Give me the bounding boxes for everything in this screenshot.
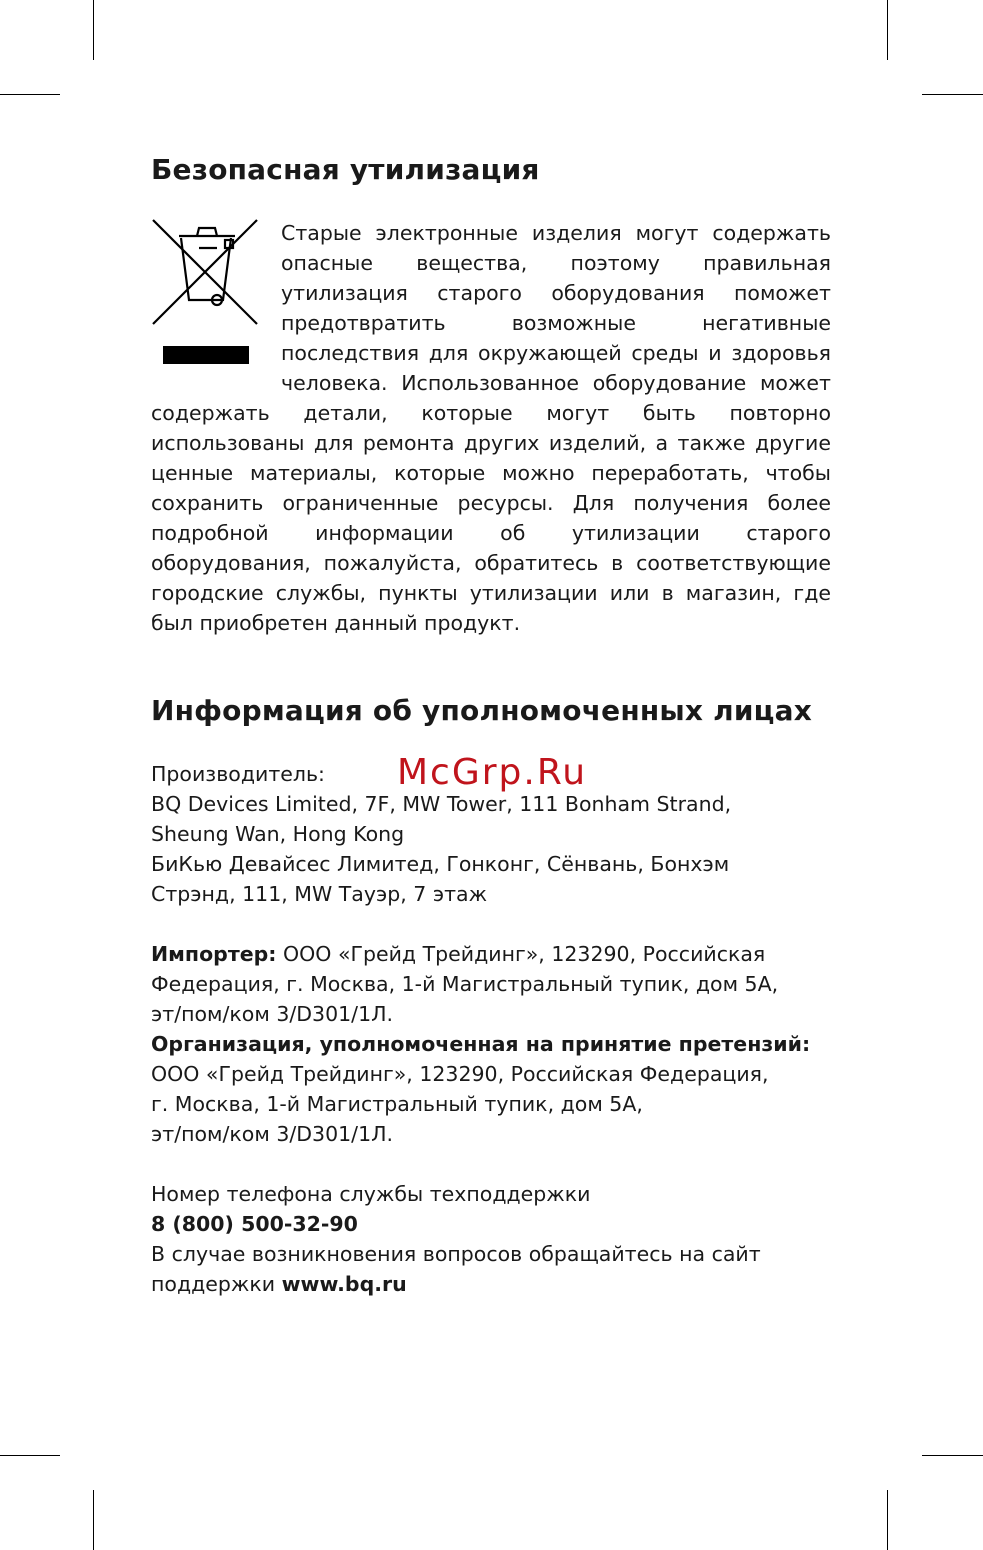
claims-line: эт/пом/ком 3/D301/1Л. [151, 1122, 394, 1146]
importer-block [151, 939, 841, 1149]
disposal-section [151, 218, 831, 638]
importer-first-line [151, 939, 841, 969]
support-site-line-2 [151, 1269, 841, 1299]
importer-label: Импортер: [151, 942, 277, 966]
disposal-title: Безопасная утилизация [151, 153, 540, 186]
crop-mark [922, 94, 983, 95]
authorized-title: Информация об уполномоченных лицах [151, 694, 812, 727]
crossed-out-wheelie-bin-icon [151, 218, 259, 370]
importer-line: эт/пом/ком 3/D301/1Л. [151, 1002, 394, 1026]
claims-line: ООО «Грейд Трейдинг», 123290, Российская Федерация, [151, 1062, 769, 1086]
manufacturer-line: BQ Devices Limited, 7F, MW Tower, 111 Bonham Strand, [151, 792, 732, 816]
black-bar [163, 346, 249, 364]
support-site-line: В случае возникновения вопросов обращайтесь на сайт [151, 1242, 761, 1266]
crop-mark [0, 1455, 60, 1456]
manufacturer-line: БиКью Девайсес Лимитед, Гонконг, Сёнвань, Бонхэм [151, 852, 730, 876]
watermark: McGrp.Ru [397, 752, 588, 793]
disposal-text: Старые электронные изделия могут содержать опасные вещества, поэтому правильная утилизация старого оборудования поможет предотвратить возможные негативные последствия для окружающей среды и здоровья человека. Использованное оборудование может содержать детали, которые могут быть повторно использованы для ремонта других изделий, а также другие ценные материалы, которые можно переработать, чтобы сохранить ограниченные ресурсы. Для получения более подробной информации об утилизации старого оборудования, пожалуйста, обратитесь в соответствующие городские службы, пункты утилизации или в магазин, где был приобретен данный продукт. [151, 221, 831, 635]
crop-mark [922, 1455, 983, 1456]
claims-label: Организация, уполномоченная на принятие претензий: [151, 1032, 811, 1056]
manufacturer-line: Sheung Wan, Hong Kong [151, 822, 405, 846]
support-phone: 8 (800) 500-32-90 [151, 1212, 358, 1236]
crop-mark [93, 0, 94, 60]
support-site-prefix: поддержки [151, 1272, 282, 1296]
manufacturer-label: Производитель: [151, 762, 325, 786]
crop-mark [93, 1490, 94, 1550]
crop-mark [887, 0, 888, 60]
importer-text: ООО «Грейд Трейдинг», 123290, Российская [276, 942, 766, 966]
support-phone-label: Номер телефона службы техподдержки [151, 1182, 591, 1206]
importer-line: Федерация, г. Москва, 1-й Магистральный тупик, дом 5А, [151, 972, 779, 996]
claims-line: г. Москва, 1-й Магистральный тупик, дом 5А, [151, 1092, 643, 1116]
crop-mark [0, 94, 60, 95]
support-block [151, 1179, 841, 1299]
manufacturer-line: Стрэнд, 111, MW Тауэр, 7 этаж [151, 882, 488, 906]
support-site-link[interactable]: www.bq.ru [281, 1272, 407, 1296]
crop-mark [887, 1490, 888, 1550]
